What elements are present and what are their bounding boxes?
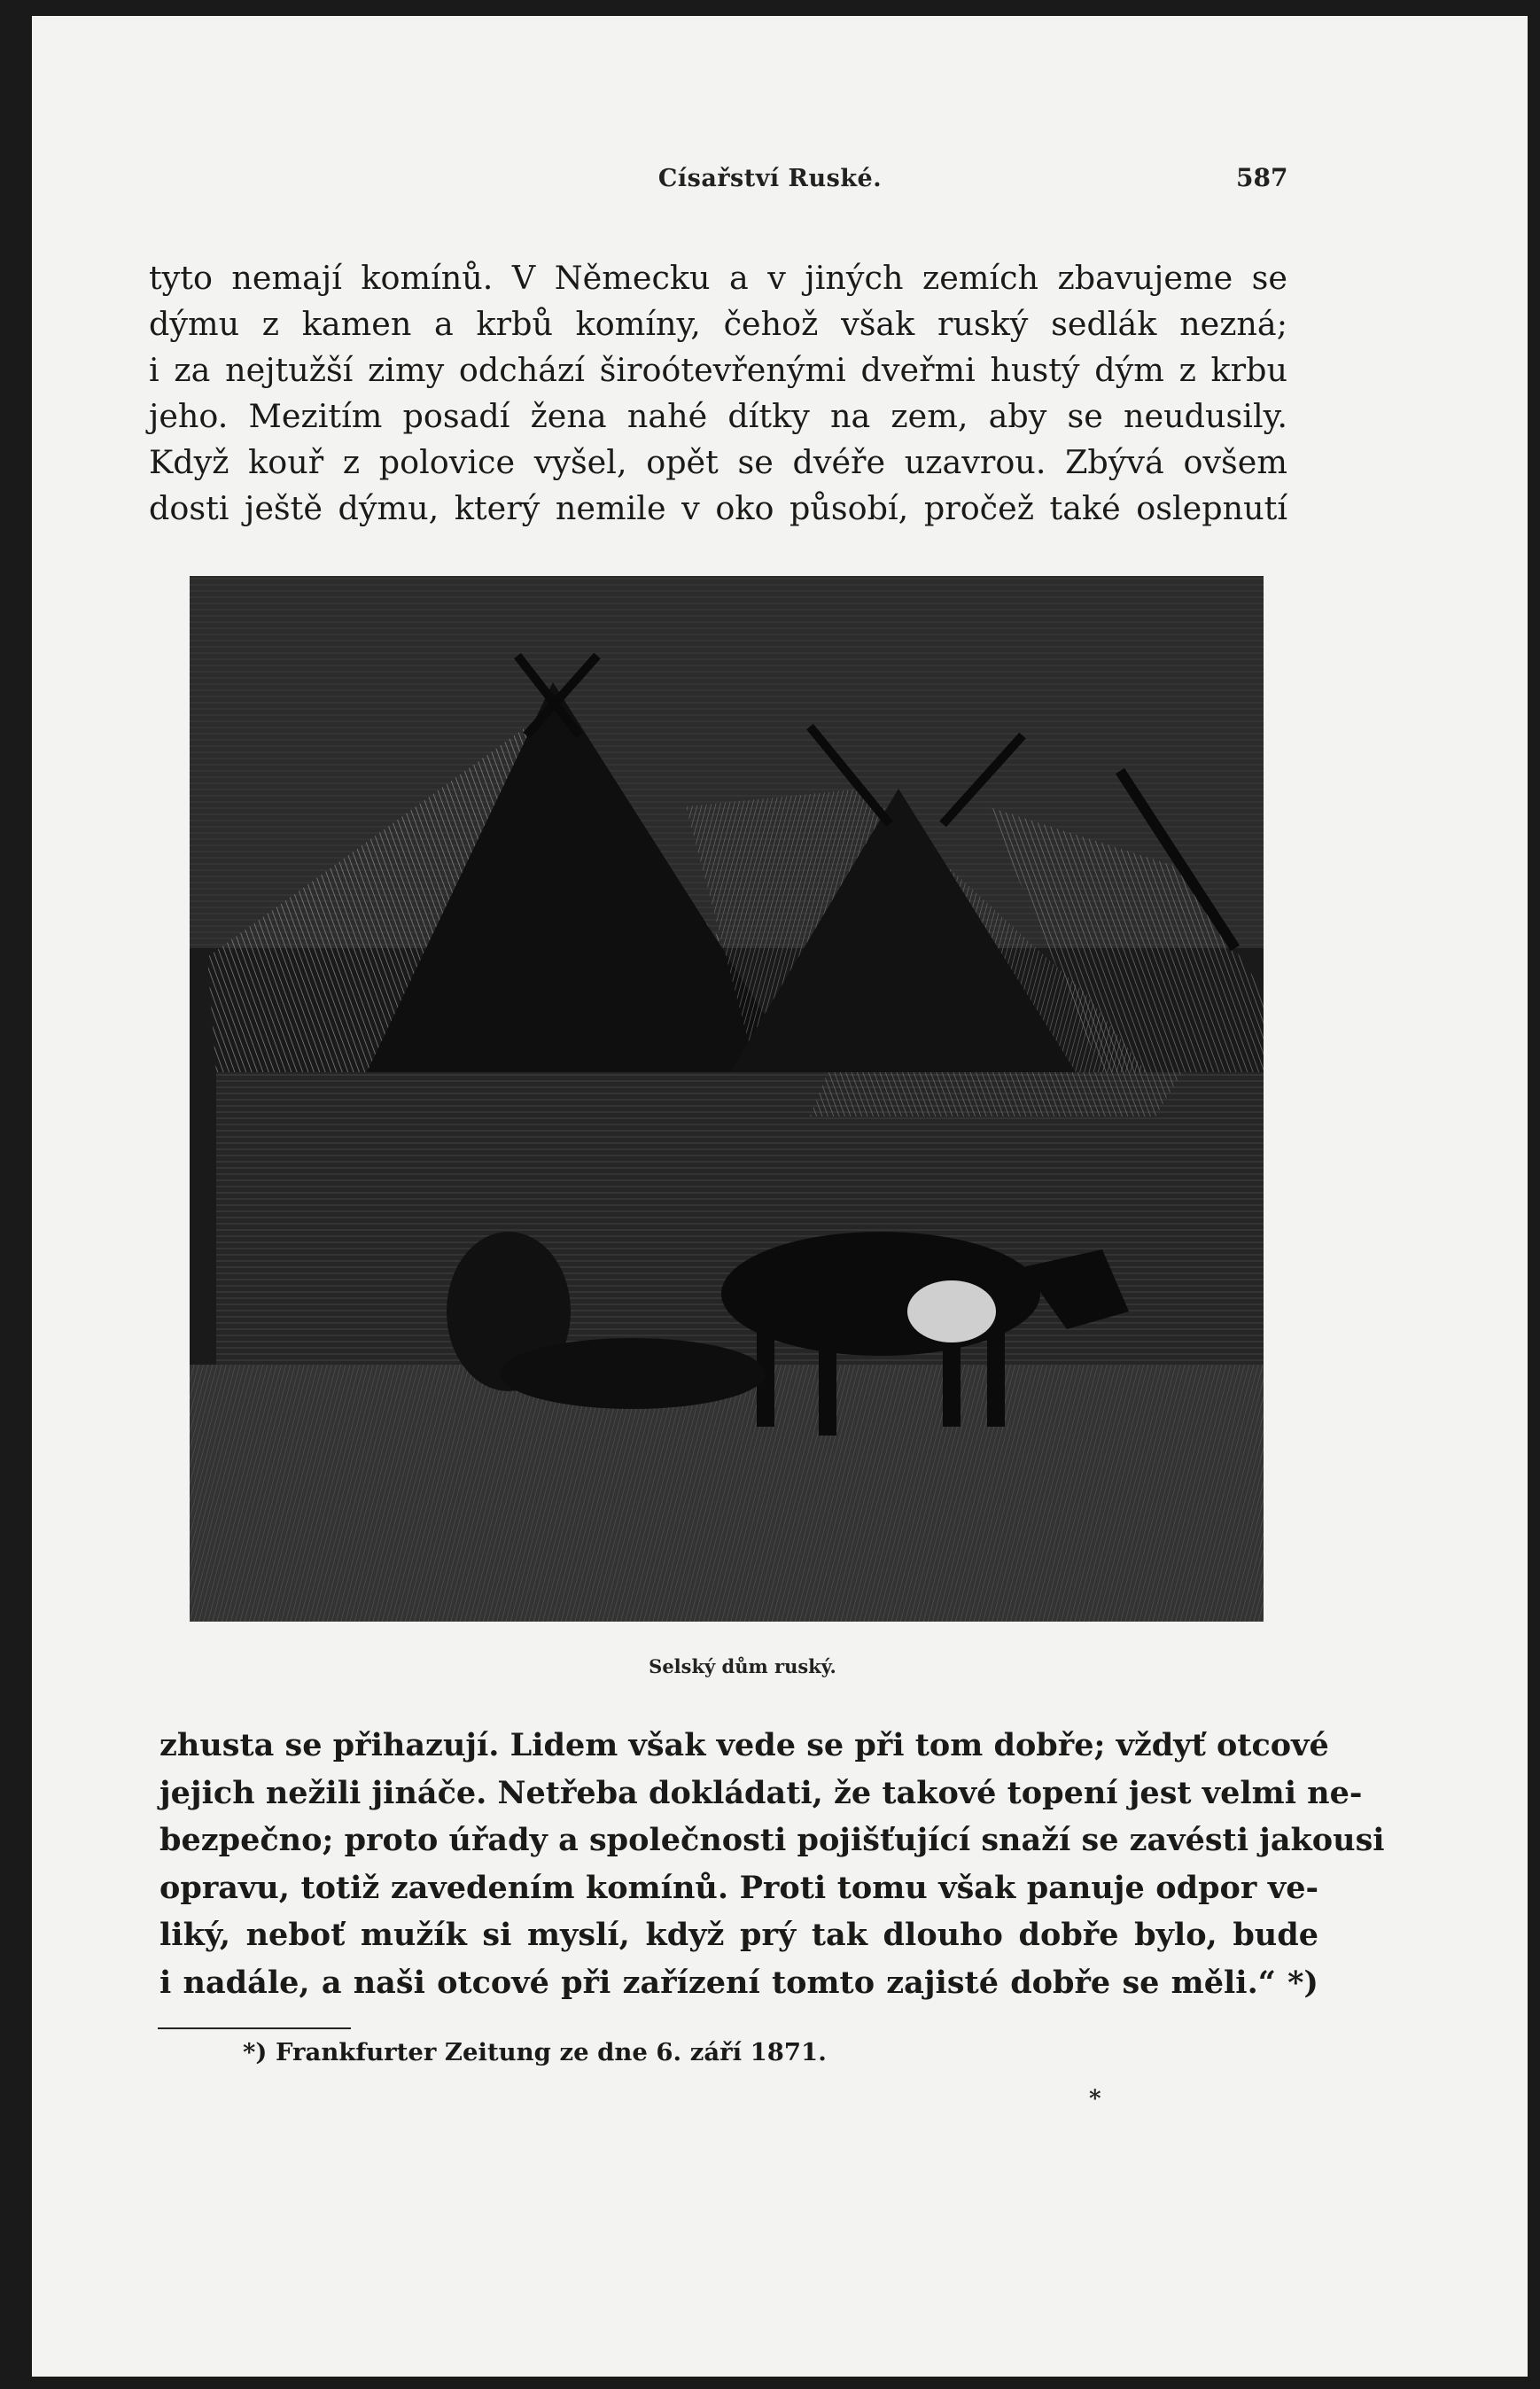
text-line: bezpečno; proto úřady a společnosti pojišťující snaží se zavésti jakousi bbox=[159, 1822, 1385, 1858]
footnote: *) Frankfurter Zeitung ze dne 6. září 1871. bbox=[243, 2038, 827, 2066]
paragraph-top bbox=[149, 255, 1287, 532]
figure-caption: Selský dům ruský. bbox=[649, 1655, 836, 1677]
running-header: Císařství Ruské. bbox=[657, 165, 883, 192]
text-line: dýmu z kamen a krbů komíny, čehož však ruský sedlák nezná; bbox=[149, 305, 1287, 343]
asterisk-mark: * bbox=[1089, 2086, 1101, 2113]
text-line: Když kouř z polovice vyšel, opět se dvéře uzavrou. Zbývá ovšem bbox=[149, 443, 1287, 481]
engraving-image bbox=[190, 576, 1264, 1622]
page-number: 587 bbox=[1236, 163, 1288, 192]
text-line: liký, neboť mužík si myslí, když prý tak dlouho dobře bylo, bude bbox=[159, 1917, 1318, 1953]
footnote-divider bbox=[158, 2027, 351, 2029]
text-line: zhusta se přihazují. Lidem však vede se při tom dobře; vždyť otcové bbox=[159, 1727, 1329, 1763]
text-line: i nadále, a naši otcové při zařízení tomto zajisté dobře se měli.“ *) bbox=[159, 1964, 1318, 2001]
paragraph-bottom bbox=[159, 1722, 1385, 2006]
text-line: i za nejtužší zimy odchází široótevřenými dveřmi hustý dým z krbu bbox=[149, 351, 1287, 389]
text-line: tyto nemají komínů. V Německu a v jiných zemích zbavujeme se bbox=[149, 259, 1287, 297]
text-line: jeho. Mezitím posadí žena nahé dítky na zem, aby se neudusily. bbox=[149, 397, 1287, 435]
engraving-peasant-house bbox=[190, 576, 1264, 1622]
text-line: jejich nežili jináče. Netřeba dokládati, že takové topení jest velmi ne- bbox=[159, 1774, 1363, 1811]
text-line: opravu, totiž zavedením komínů. Proti tomu však panuje odpor ve- bbox=[159, 1869, 1318, 1906]
text-line: dosti ještě dýmu, který nemile v oko působí, pročež také oslepnutí bbox=[149, 489, 1287, 527]
